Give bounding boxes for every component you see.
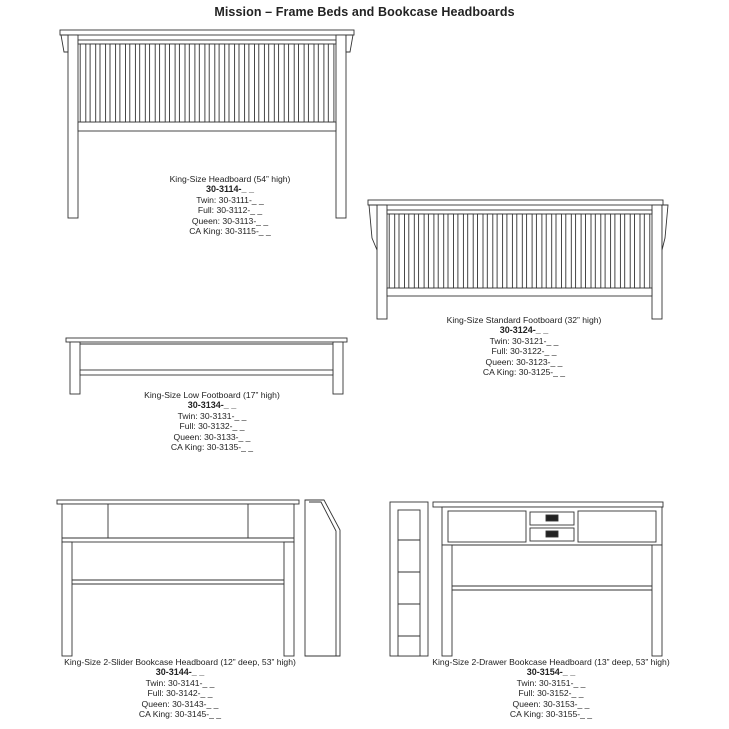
footboard-slat: [507, 214, 513, 288]
drawer-bookcase-drawing: [390, 502, 663, 656]
variant-twin: Twin: 30-3131-_ _: [177, 410, 247, 421]
footboard-slat: [428, 214, 434, 288]
headboard-slat: [289, 44, 295, 122]
headboard-slat: [179, 44, 185, 122]
variant-twin: Twin: 30-3141-_ _: [145, 677, 215, 688]
footboard-slat: [458, 214, 464, 288]
footboard-slat: [605, 214, 611, 288]
footboard-slat: [586, 214, 592, 288]
headboard-slat: [140, 44, 146, 122]
footboard-slat: [478, 214, 484, 288]
headboard-slat: [269, 44, 275, 122]
headboard-slat: [239, 44, 245, 122]
footboard-slat: [566, 214, 572, 288]
model-number: 30-3124-_ _: [499, 325, 549, 336]
footboard-slat: [615, 214, 621, 288]
footboard-slat: [546, 214, 552, 288]
headboard-slat: [130, 44, 136, 122]
variant-full: Full: 30-3152-_ _: [518, 688, 584, 699]
headboard-slat: [209, 44, 215, 122]
page-title: Mission – Frame Beds and Bookcase Headboards: [214, 5, 515, 19]
caption-drawer-bookcase: [406, 657, 696, 719]
footboard-slat: [389, 214, 395, 288]
headboard-slat: [170, 44, 176, 122]
headboard-slat: [90, 44, 96, 122]
variant-twin: Twin: 30-3151-_ _: [516, 677, 586, 688]
headboard-slat: [328, 44, 334, 122]
variant-full: Full: 30-3112-_ _: [197, 205, 263, 216]
variant-queen: Queen: 30-3133-_ _: [173, 431, 251, 442]
model-number: 30-3134-_ _: [187, 400, 237, 411]
headboard-slat: [308, 44, 314, 122]
variant-ca-king: CA King: 30-3125-_ _: [482, 367, 566, 378]
variant-ca-king: CA King: 30-3155-_ _: [509, 709, 593, 720]
model-number: 30-3154-_ _: [526, 667, 576, 678]
footboard-slat: [576, 214, 582, 288]
footboard-slat: [409, 214, 415, 288]
headboard-slat: [80, 44, 86, 122]
caption-slider-bookcase: [40, 657, 320, 719]
variant-queen: Queen: 30-3113-_ _: [191, 215, 269, 226]
headboard-slat: [189, 44, 195, 122]
footboard-slat: [635, 214, 641, 288]
variant-full: Full: 30-3122-_ _: [491, 346, 557, 357]
variant-ca-king: CA King: 30-3115-_ _: [189, 226, 271, 237]
variant-twin: Twin: 30-3121-_ _: [489, 335, 559, 346]
headboard-slat: [318, 44, 324, 122]
footboard-slat: [536, 214, 542, 288]
footboard-slat: [556, 214, 562, 288]
caption-low-footboard: [112, 390, 312, 452]
caption-standard-footboard: [424, 315, 624, 377]
model-number: 30-3114-_ _: [205, 184, 255, 195]
variant-queen: Queen: 30-3123-_ _: [485, 356, 563, 367]
footboard-slat: [468, 214, 474, 288]
headboard-slat: [160, 44, 166, 122]
headboard-slat: [150, 44, 156, 122]
footboard-slat: [644, 214, 650, 288]
variant-queen: Queen: 30-3153-_ _: [512, 698, 590, 709]
footboard-slat: [595, 214, 601, 288]
variant-queen: Queen: 30-3143-_ _: [141, 698, 219, 709]
footboard-slat: [497, 214, 503, 288]
headboard-slat: [229, 44, 235, 122]
variant-full: Full: 30-3132-_ _: [179, 421, 245, 432]
standard-footboard-drawing: [368, 200, 668, 319]
headboard-slat: [110, 44, 116, 122]
product-description: King-Size Standard Footboard (32” high): [446, 315, 602, 325]
footboard-slat: [517, 214, 523, 288]
headboard-slat: [100, 44, 106, 122]
caption-headboard: [140, 174, 320, 236]
product-description: King-Size Low Footboard (17” high): [144, 390, 280, 400]
footboard-slat: [419, 214, 425, 288]
headboard-slat: [120, 44, 126, 122]
variant-full: Full: 30-3142-_ _: [147, 688, 213, 699]
footboard-slat: [625, 214, 631, 288]
headboard-slat: [199, 44, 205, 122]
product-description: King-Size 2-Drawer Bookcase Headboard (13” deep, 53” high): [432, 657, 670, 667]
headboard-slat: [219, 44, 225, 122]
footboard-slat: [399, 214, 405, 288]
footboard-slat: [527, 214, 533, 288]
headboard-slat: [259, 44, 265, 122]
headboard-slat: [279, 44, 285, 122]
footboard-slat: [438, 214, 444, 288]
footboard-slat: [448, 214, 454, 288]
low-footboard-drawing: [66, 338, 347, 394]
variant-ca-king: CA King: 30-3135-_ _: [170, 442, 254, 453]
variant-twin: Twin: 30-3111-_ _: [196, 194, 264, 205]
slider-bookcase-drawing: [57, 500, 340, 656]
headboard-slat: [299, 44, 305, 122]
footboard-slat: [487, 214, 493, 288]
product-description: King-Size Headboard (54” high): [169, 174, 291, 184]
product-description: King-Size 2-Slider Bookcase Headboard (12” deep, 53” high): [64, 657, 296, 667]
variant-ca-king: CA King: 30-3145-_ _: [138, 709, 222, 720]
model-number: 30-3144-_ _: [155, 667, 205, 678]
headboard-slat: [249, 44, 255, 122]
